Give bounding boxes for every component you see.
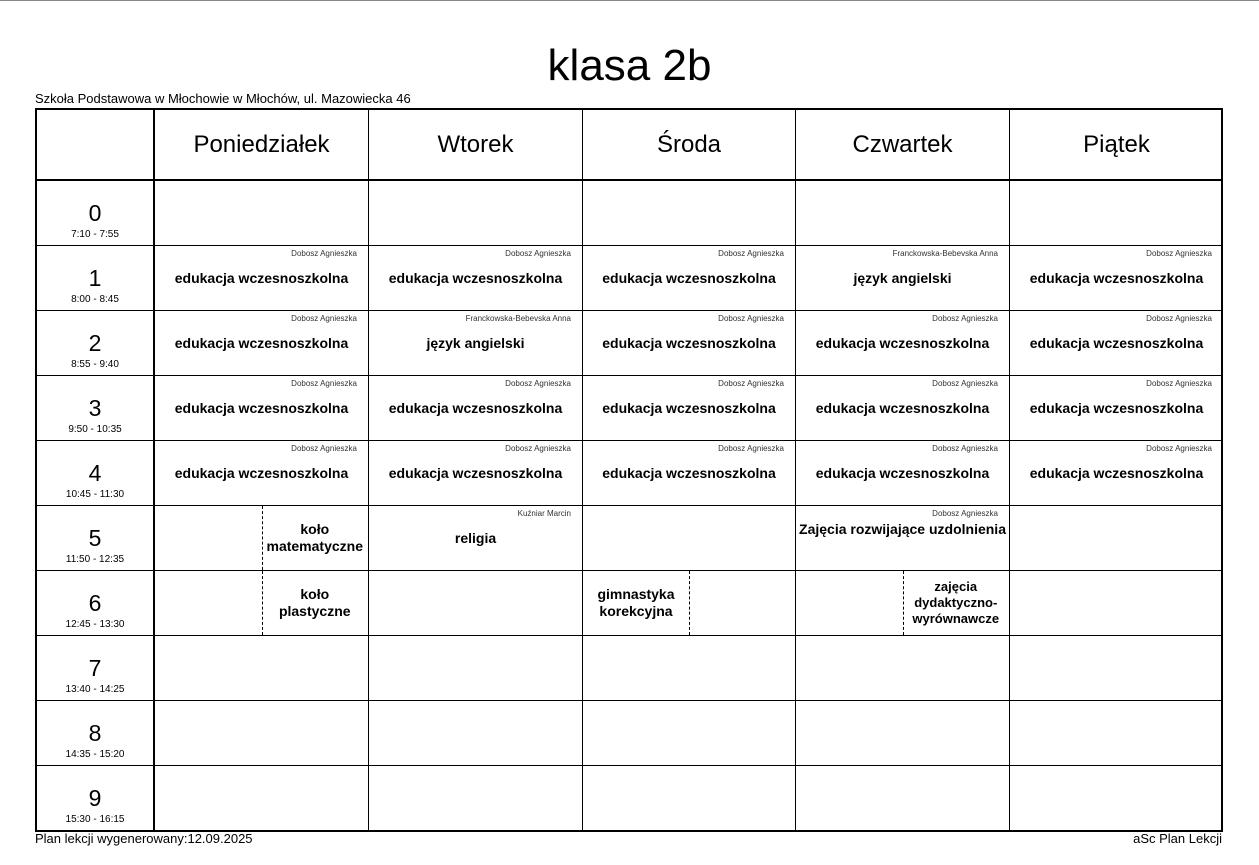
period-number: 0	[88, 200, 102, 226]
period-4	[37, 441, 155, 506]
empty-cell	[1010, 701, 1223, 766]
period-6	[37, 571, 155, 636]
lesson-subject: edukacja wczesnoszkolna	[388, 465, 563, 481]
lesson-teacher: Dobosz Agnieszka	[932, 379, 998, 388]
empty-cell	[1010, 571, 1223, 636]
lesson-subject: edukacja wczesnoszkolna	[602, 335, 776, 351]
period-time: 9:50 - 10:35	[68, 424, 122, 435]
split-lesson-cell	[796, 571, 1010, 636]
generated-date: Plan lekcji wygenerowany:12.09.2025	[35, 831, 253, 846]
lesson-subject: zajęcia dydaktyczno-wyrównawcze	[912, 579, 1000, 626]
corner-cell	[37, 110, 155, 181]
lesson-cell[interactable]	[369, 311, 583, 376]
period-time: 8:55 - 9:40	[71, 359, 119, 370]
lesson-cell[interactable]	[1010, 246, 1223, 311]
lesson-subject: edukacja wczesnoszkolna	[815, 335, 990, 351]
lesson-subject: edukacja wczesnoszkolna	[388, 400, 563, 416]
lesson-cell[interactable]	[796, 506, 1010, 571]
period-time: 14:35 - 15:20	[65, 749, 125, 760]
period-7	[37, 636, 155, 701]
lesson-cell[interactable]	[796, 376, 1010, 441]
lesson-group[interactable]	[262, 571, 369, 635]
empty-cell	[796, 636, 1010, 701]
lesson-subject: edukacja wczesnoszkolna	[388, 270, 563, 286]
empty-cell	[369, 766, 583, 831]
lesson-subject: edukacja wczesnoszkolna	[815, 465, 990, 481]
lesson-subject: edukacja wczesnoszkolna	[1029, 465, 1204, 481]
period-number: 7	[88, 655, 102, 681]
lesson-teacher: Dobosz Agnieszka	[718, 249, 784, 258]
empty-cell	[369, 181, 583, 246]
lesson-cell[interactable]	[583, 246, 796, 311]
lesson-subject: edukacja wczesnoszkolna	[815, 400, 990, 416]
lesson-cell[interactable]	[796, 441, 1010, 506]
split-lesson-cell	[583, 571, 796, 636]
lesson-teacher: Dobosz Agnieszka	[932, 509, 998, 518]
period-number: 6	[88, 590, 102, 616]
period-3	[37, 376, 155, 441]
empty-cell	[369, 636, 583, 701]
lesson-subject: edukacja wczesnoszkolna	[1029, 270, 1204, 286]
split-lesson-cell	[155, 506, 369, 571]
empty-cell	[796, 181, 1010, 246]
lesson-teacher: Dobosz Agnieszka	[291, 249, 357, 258]
period-time: 11:50 - 12:35	[65, 554, 125, 565]
period-time: 8:00 - 8:45	[71, 294, 119, 305]
lesson-subject: język angielski	[426, 335, 525, 351]
empty-cell	[583, 701, 796, 766]
period-number: 1	[88, 265, 102, 291]
lesson-subject: edukacja wczesnoszkolna	[174, 335, 349, 351]
lesson-teacher: Dobosz Agnieszka	[505, 379, 571, 388]
period-time: 10:45 - 11:30	[65, 489, 125, 500]
lesson-teacher: Dobosz Agnieszka	[1146, 379, 1212, 388]
lesson-cell[interactable]	[369, 246, 583, 311]
lesson-teacher: Dobosz Agnieszka	[718, 379, 784, 388]
empty-cell	[155, 701, 369, 766]
period-9	[37, 766, 155, 831]
empty-cell	[583, 766, 796, 831]
empty-cell	[583, 506, 796, 571]
period-number: 8	[88, 720, 102, 746]
lesson-subject: edukacja wczesnoszkolna	[602, 400, 776, 416]
period-time: 7:10 - 7:55	[71, 229, 119, 240]
lesson-teacher: Dobosz Agnieszka	[932, 444, 998, 453]
lesson-cell[interactable]	[155, 311, 369, 376]
lesson-cell[interactable]	[155, 246, 369, 311]
day-header-tue: Wtorek	[369, 110, 583, 181]
empty-cell	[583, 636, 796, 701]
empty-cell	[796, 766, 1010, 831]
lesson-subject: edukacja wczesnoszkolna	[1029, 400, 1204, 416]
empty-cell	[369, 701, 583, 766]
period-number: 3	[88, 395, 102, 421]
period-2	[37, 311, 155, 376]
day-header-thu: Czwartek	[796, 110, 1010, 181]
empty-cell	[1010, 636, 1223, 701]
period-number: 9	[88, 785, 102, 811]
day-header-mon: Poniedziałek	[155, 110, 369, 181]
lesson-subject: edukacja wczesnoszkolna	[174, 400, 349, 416]
lesson-teacher: Dobosz Agnieszka	[291, 314, 357, 323]
empty-cell	[1010, 766, 1223, 831]
lesson-teacher: Dobosz Agnieszka	[718, 444, 784, 453]
lesson-teacher: Franckowska-Bebevska Anna	[465, 314, 571, 323]
period-0	[37, 181, 155, 246]
period-number: 5	[88, 525, 102, 551]
lesson-teacher: Dobosz Agnieszka	[1146, 444, 1212, 453]
lesson-group[interactable]	[903, 571, 1010, 635]
day-header-wed: Środa	[583, 110, 796, 181]
group-divider	[689, 571, 690, 635]
period-time: 15:30 - 16:15	[65, 814, 125, 825]
lesson-cell[interactable]	[369, 376, 583, 441]
lesson-teacher: Dobosz Agnieszka	[291, 379, 357, 388]
lesson-subject: język angielski	[853, 270, 952, 286]
lesson-cell[interactable]	[155, 441, 369, 506]
lesson-subject: edukacja wczesnoszkolna	[174, 270, 349, 286]
lesson-subject: gimnastyka korekcyjna	[597, 586, 675, 619]
lesson-subject: koło matematyczne	[266, 521, 363, 554]
lesson-teacher: Dobosz Agnieszka	[1146, 314, 1212, 323]
timetable-grid	[35, 108, 1223, 832]
lesson-cell[interactable]	[796, 311, 1010, 376]
empty-cell	[155, 636, 369, 701]
lesson-teacher: Dobosz Agnieszka	[718, 314, 784, 323]
period-5	[37, 506, 155, 571]
period-8	[37, 701, 155, 766]
period-time: 12:45 - 13:30	[65, 619, 125, 630]
lesson-cell[interactable]	[583, 311, 796, 376]
school-name: Szkoła Podstawowa w Młochowie w Młochów, ul. Mazowiecka 46	[35, 91, 411, 106]
top-rule	[0, 0, 1259, 1]
lesson-cell[interactable]	[796, 246, 1010, 311]
lesson-teacher: Dobosz Agnieszka	[505, 444, 571, 453]
lesson-teacher: Dobosz Agnieszka	[291, 444, 357, 453]
empty-cell	[1010, 181, 1223, 246]
lesson-teacher: Kuźniar Marcin	[517, 509, 571, 518]
lesson-cell[interactable]	[155, 376, 369, 441]
lesson-subject: Zajęcia rozwijające uzdolnienia	[799, 521, 1006, 537]
lesson-subject: edukacja wczesnoszkolna	[174, 465, 349, 481]
lesson-subject: edukacja wczesnoszkolna	[602, 270, 776, 286]
lesson-group[interactable]	[262, 506, 369, 570]
empty-cell	[369, 571, 583, 636]
page-title: klasa 2b	[547, 41, 712, 90]
lesson-subject: koło plastyczne	[278, 586, 351, 619]
lesson-cell[interactable]	[1010, 376, 1223, 441]
period-number: 2	[88, 330, 102, 356]
empty-cell	[583, 181, 796, 246]
lesson-teacher: Franckowska-Bebevska Anna	[892, 249, 998, 258]
lesson-group[interactable]	[583, 571, 689, 635]
lesson-teacher: Dobosz Agnieszka	[1146, 249, 1212, 258]
lesson-cell[interactable]	[583, 376, 796, 441]
empty-cell	[796, 701, 1010, 766]
lesson-subject: edukacja wczesnoszkolna	[1029, 335, 1204, 351]
brand-label: aSc Plan Lekcji	[1133, 831, 1222, 846]
empty-cell	[155, 181, 369, 246]
lesson-cell[interactable]	[369, 441, 583, 506]
empty-cell	[155, 766, 369, 831]
lesson-cell[interactable]	[369, 506, 583, 571]
day-header-fri: Piątek	[1010, 110, 1223, 181]
empty-cell	[1010, 506, 1223, 571]
lesson-subject: religia	[454, 530, 497, 546]
lesson-teacher: Dobosz Agnieszka	[932, 314, 998, 323]
period-time: 13:40 - 14:25	[65, 684, 125, 695]
split-lesson-cell	[155, 571, 369, 636]
lesson-cell[interactable]	[1010, 311, 1223, 376]
lesson-subject: edukacja wczesnoszkolna	[602, 465, 776, 481]
period-number: 4	[88, 460, 102, 486]
lesson-cell[interactable]	[1010, 441, 1223, 506]
period-1	[37, 246, 155, 311]
lesson-cell[interactable]	[583, 441, 796, 506]
lesson-teacher: Dobosz Agnieszka	[505, 249, 571, 258]
